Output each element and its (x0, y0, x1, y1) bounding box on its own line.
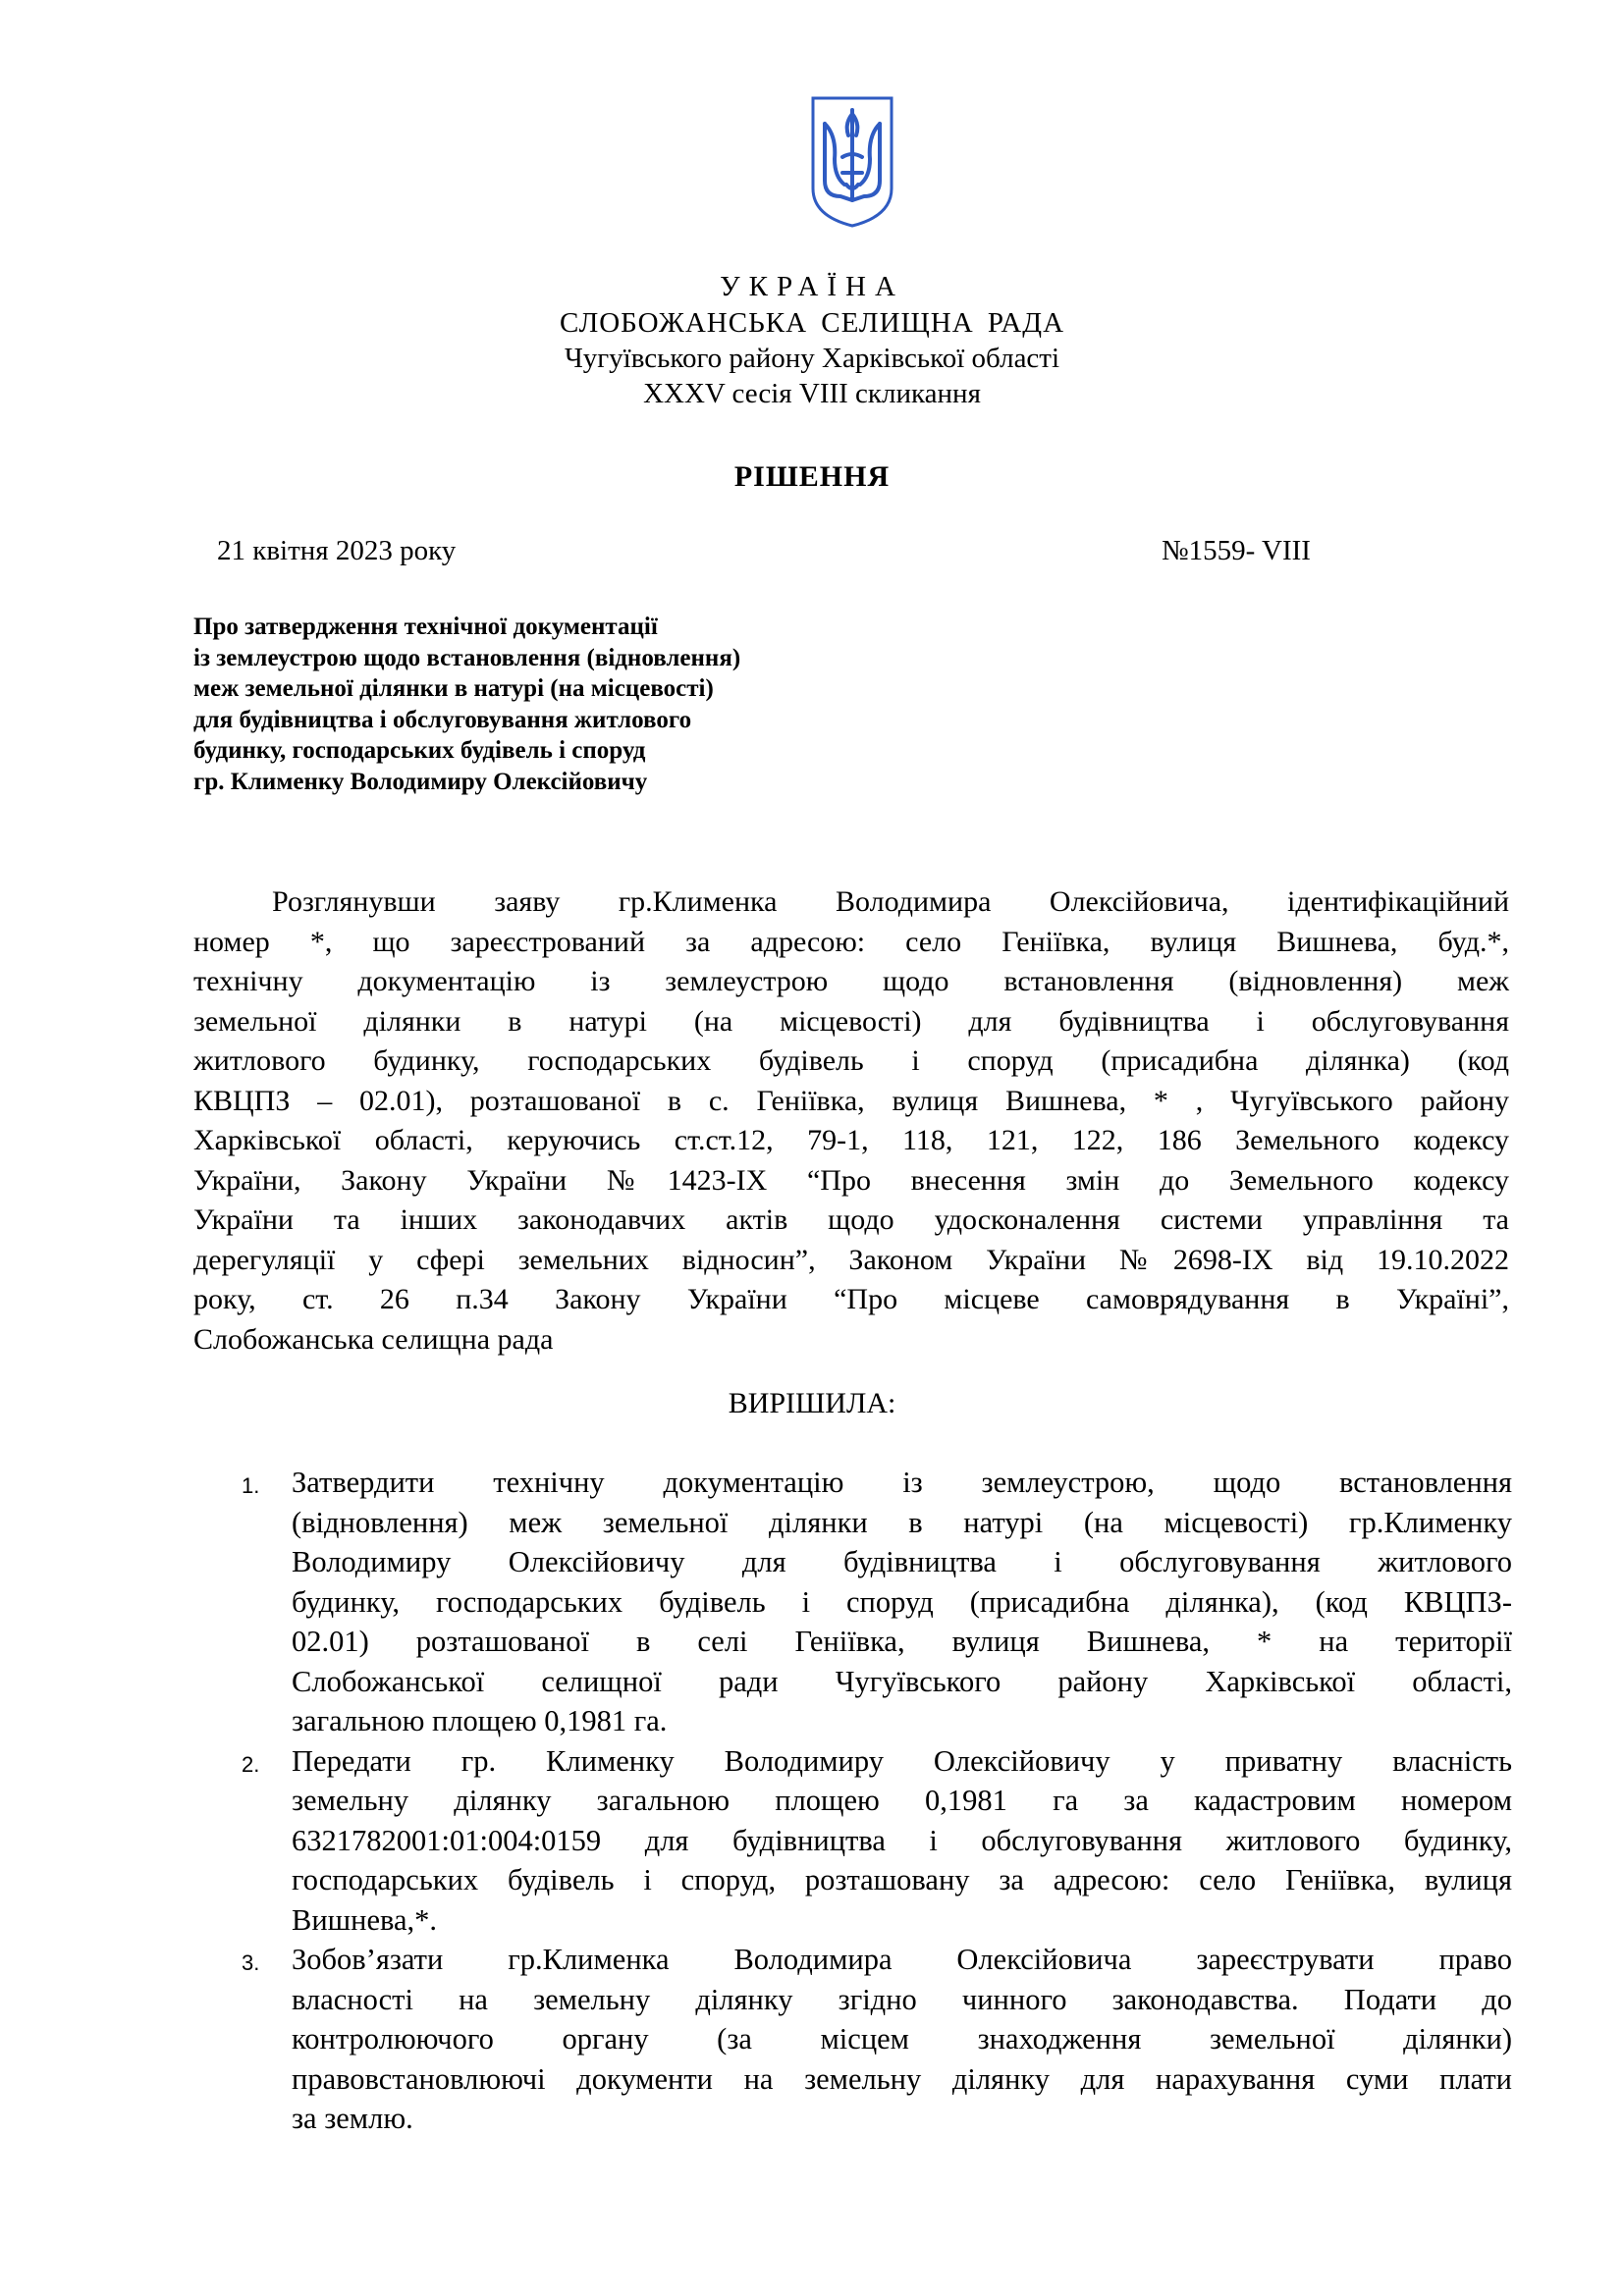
document-title: РІШЕННЯ (733, 460, 891, 493)
preamble-line: Слобожанська селищна рада (193, 1322, 554, 1356)
decision-date: 21 квітня 2023 року (217, 535, 457, 566)
item-line: господарських будівель і споруд, розташовану за адресою: село Геніївка, вулиця (292, 1863, 1512, 1896)
item-line: контролюючого органу (за місцем знаходження земельної ділянки) (292, 2022, 1512, 2056)
coat-of-arms-icon (809, 94, 895, 230)
item-line: 02.01) розташованої в селі Геніївка, вулиця Вишнева, * на території (292, 1625, 1512, 1658)
decided-heading: ВИРІШИЛА: (728, 1387, 896, 1419)
subject-line: гр. Клименку Володимиру Олексійовичу (193, 768, 648, 795)
preamble-line: Харківської області, керуючись ст.ст.12, 79-1, 118, 121, 122, 186 Земельного кодексу (193, 1124, 1509, 1156)
subject-line: меж земельної ділянки в натурі (на місцевості) (193, 675, 714, 702)
preamble-line: житлового будинку, господарських будівель і споруд (присадибна ділянка) (код (193, 1044, 1509, 1077)
item-line: будинку, господарських будівель і споруд (присадибна ділянка), (код КВЦПЗ- (292, 1584, 1512, 1619)
decision-item (236, 1940, 1512, 2139)
item-line: Вишнева,*. (292, 1902, 438, 1937)
item-line: (відновлення) меж земельної ділянки в натурі (на місцевості) гр.Клименку (292, 1505, 1512, 1539)
council-heading: СЛОБОЖАНСЬКА СЕЛИЩНА РАДА (559, 307, 1065, 339)
preamble-line: року, ст. 26 п.34 Закону України “Про місцеве самоврядування в Україні”, (193, 1283, 1509, 1315)
item-line: загальною площею 0,1981 га. (292, 1704, 668, 1737)
item-number: 1. (242, 1473, 260, 1498)
item-line: 6321782001:01:004:0159 для будівництва і обслуговування житлового будинку, (292, 1823, 1512, 1857)
item-number: 2. (242, 1751, 260, 1777)
item-line: Передати гр. Клименку Володимиру Олексійовичу у приватну власність (292, 1743, 1512, 1778)
item-line: Володимиру Олексійовичу для будівництва і обслуговування житлового (292, 1545, 1512, 1578)
decision-item (236, 1741, 1512, 1941)
item-line: Зобов’язати гр.Клименка Володимира Олексійовича зареєструвати право (292, 1943, 1512, 1976)
item-line: правовстановлюючі документи на земельну ділянку для нарахування суми плати (292, 2061, 1512, 2096)
decision-items (236, 1463, 1512, 2139)
item-line: за землю. (292, 2102, 413, 2135)
decision-item (236, 1463, 1512, 1741)
country-heading: УКРАЇНА (720, 271, 904, 302)
preamble-line: КВЦПЗ – 02.01), розташованої в с. Геніївка, вулиця Вишнева, * , Чугуївського району (193, 1084, 1509, 1117)
preamble-line: земельної ділянки в натурі (на місцевості) для будівництва і обслуговування (193, 1004, 1509, 1038)
preamble-line: Розглянувши заяву гр.Клименка Володимира Олексійовича, ідентифікаційний (272, 885, 1509, 918)
item-line: Затвердити технічну документацію із землеустрою, щодо встановлення (292, 1466, 1512, 1499)
preamble-line: України, Закону України №1423-IX “Про внесення змін до Земельного кодексу (193, 1163, 1509, 1197)
subject-line: будинку, господарських будівель і споруд (193, 737, 646, 764)
subject-line: Про затвердження технічної документації (193, 614, 658, 640)
decision-subject (193, 612, 740, 797)
item-line: Слобожанської селищної ради Чугуївського району Харківської області, (292, 1664, 1512, 1698)
item-number: 3. (242, 1950, 260, 1975)
subject-line: для будівництва і обслуговування житлового (193, 706, 692, 733)
district-heading: Чугуївського району Харківської області (564, 343, 1060, 374)
item-line: земельну ділянку загальною площею 0,1981 га за кадастровим номером (292, 1784, 1512, 1817)
preamble-line: номер *, що зареєстрований за адресою: село Геніївка, вулиця Вишнева, буд.*, (193, 925, 1509, 958)
session-heading: XXXV сесія VIII скликання (643, 378, 981, 409)
preamble-line: технічну документацію із землеустрою щодо встановлення (відновлення) меж (193, 965, 1509, 997)
item-line: власності на земельну ділянку згідно чинного законодавства. Подати до (292, 1982, 1512, 2016)
preamble-paragraph (193, 882, 1509, 1360)
preamble-line: України та інших законодавчих актів щодо удосконалення системи управління та (193, 1203, 1509, 1236)
subject-line: із землеустрою щодо встановлення (відновлення) (193, 644, 741, 671)
decision-number: №1559- VIII (1162, 535, 1311, 566)
preamble-line: дерегуляції у сфері земельних відносин”, Законом України №2698-IX від 19.10.2022 (193, 1243, 1509, 1276)
